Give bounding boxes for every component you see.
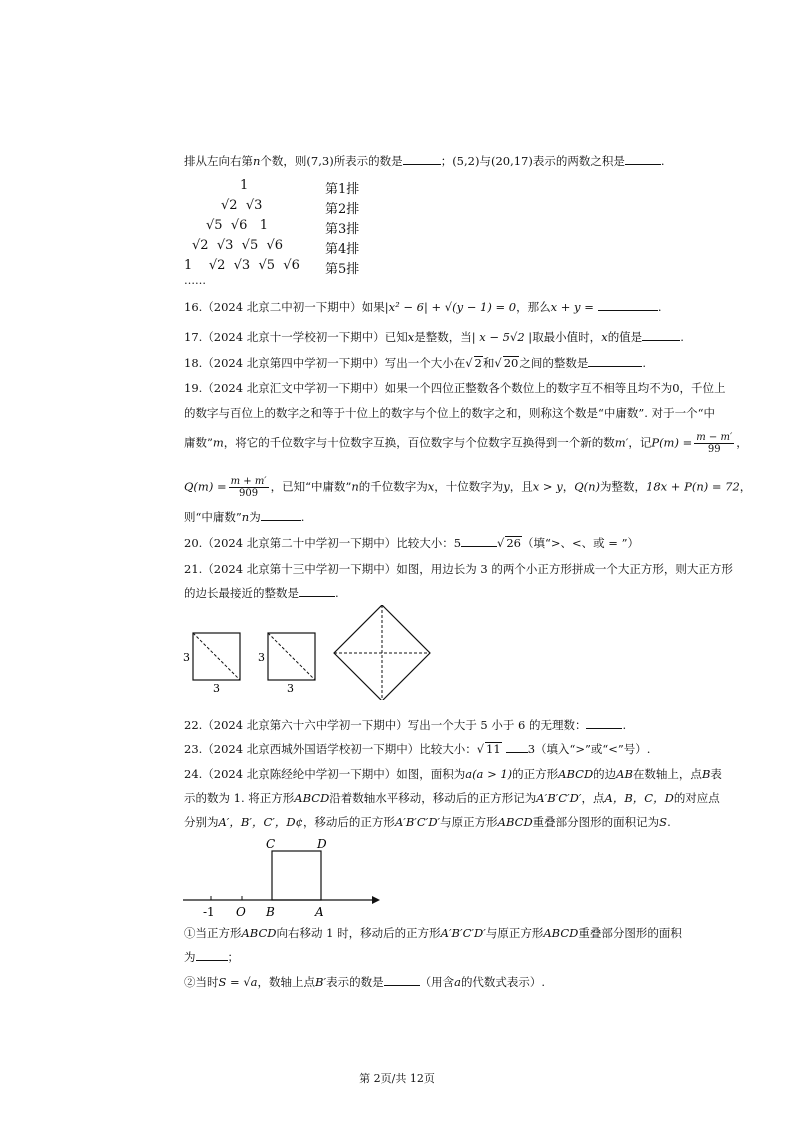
q19-text: ， [739, 479, 752, 494]
tri-cell: √2 [192, 238, 209, 253]
q24-sub1-line-1 [184, 925, 682, 941]
q24-text: ，数轴上点 [257, 975, 316, 989]
row-label-1: 第1排 [325, 182, 360, 197]
q18-end: . [642, 356, 646, 370]
label-neg1: -1 [203, 905, 215, 919]
q19-text: 庸数” [184, 435, 213, 450]
q24-text: . [667, 815, 671, 829]
q24-moved: A′B′C′D′ [536, 791, 582, 805]
q23-mid: 3（填入“>”或“<”号）. [527, 742, 651, 756]
q18-sqrt-a: 2 [474, 356, 482, 370]
q24-abcd: ABCD [558, 767, 594, 781]
tri-cell: √3 [216, 238, 234, 253]
q15-tail-line [184, 152, 665, 169]
q24-sub1-answer-blank[interactable] [196, 948, 228, 961]
q16-target: x + y = [550, 300, 594, 314]
q19-text: 为 [249, 510, 261, 524]
q24-text: （用含 [419, 975, 455, 989]
q24-text: 的正方形 [512, 767, 559, 781]
q24-text: 分别为 [184, 815, 219, 829]
q19-p-label: P(m) = [651, 435, 693, 450]
tri-cell: √5 [241, 238, 259, 253]
q19-text: ，十位数字为 [434, 479, 504, 494]
q15-pair3: (20,17) [490, 154, 533, 168]
q24-moved-points: A′，B′，C′，D¢ [218, 815, 303, 829]
q20-prefix: 20.（2024 北京第二十中学初一下期中）比较大小：5 [184, 536, 462, 550]
q19-text: 则“中庸数” [184, 510, 242, 524]
tri-row-3 [206, 218, 268, 233]
q17-mid: 是整数，当 [414, 330, 472, 344]
q15-text-e: 与 [479, 154, 491, 168]
page-footer: 第 2页/共 12页 [359, 1072, 435, 1085]
q19-condition: x > y [532, 479, 563, 494]
q19-m: m [212, 435, 224, 450]
q24-text: ，点 [581, 791, 605, 805]
q16-mid: ，那么 [516, 300, 551, 314]
q19-end: . [300, 510, 305, 524]
q15-pair1: (7,3) [306, 154, 334, 168]
q24-sub2-answer-blank[interactable] [384, 973, 420, 986]
row-label-2: 第2排 [325, 202, 360, 217]
tri-row-2 [221, 198, 262, 213]
q23-answer-blank[interactable] [506, 740, 528, 753]
q19-line-4 [184, 476, 751, 499]
q20-sqrt: 26 [506, 536, 521, 550]
q21-end: . [335, 586, 339, 600]
q17-mid3: 的值是 [607, 330, 643, 344]
tri-cell: √6 [266, 238, 284, 253]
q19-qn: Q(n) [574, 479, 601, 494]
q22-end: . [622, 718, 627, 732]
q24-area: a(a > 1) [465, 767, 513, 781]
q17-x-2: x [601, 330, 608, 344]
tri-cell: √2 [208, 258, 226, 273]
q19-line-1: 19.（2024 北京汇文中学初一下期中）如果一个四位正整数各个数位上的数字互不相等且均不为0，千位上 [184, 381, 726, 395]
q24-s: S [659, 815, 668, 829]
q17-end: . [680, 330, 684, 344]
q24-sub1-line-2 [184, 948, 239, 965]
q24-points: A，B，C，D [604, 791, 674, 805]
square-abcd [272, 851, 321, 900]
q19-text: 的千位数字为 [358, 479, 428, 494]
question-18: 18.（2024 北京第四中学初一下期中）写出一个大小在√ 2和√ 20之间的整数是 . [184, 356, 646, 370]
q19-n-2: n [241, 510, 250, 524]
q19-text: ， [562, 479, 575, 494]
q16-answer-blank[interactable] [598, 298, 658, 311]
q24-text: 沿着数轴水平移动，移动后的正方形记为 [329, 791, 537, 805]
q24-text: 向右移动 1 时，移动后的正方形 [276, 926, 441, 940]
question-23: 23.（2024 北京西城外国语学校初一下期中）比较大小：√ 11 3（填入“>”或“<”号）. [184, 742, 651, 756]
q21-text: 的边长最接近的整数是 [184, 586, 299, 600]
q24-text: ①当正方形 [184, 926, 242, 940]
q24-text: 与原正方形 [440, 815, 498, 829]
q24-line-1 [184, 766, 722, 782]
q22-answer-blank[interactable] [586, 716, 622, 729]
q17-answer-blank[interactable] [642, 328, 680, 341]
q19-p-numerator: m − m′ [696, 432, 733, 443]
q19-mprime: m′ [614, 435, 629, 450]
q19-text: ，将它的千位数字与十位数字互换，百位数字与个位数字互换得到一个新的数 [223, 435, 615, 450]
q15-answer-blank-2[interactable] [625, 152, 661, 165]
diagonal-1 [193, 633, 240, 680]
row-label-5: 第5排 [325, 262, 360, 277]
q19-q-fraction [229, 476, 269, 499]
q18-prefix: 18.（2024 北京第四中学初一下期中）写出一个大小在 [184, 356, 466, 370]
q15-text-d: ； [440, 154, 453, 168]
q24-text: 重叠部分图形的面积记为 [532, 815, 660, 829]
q15-n: n [253, 154, 261, 168]
row-label-4: 第4排 [325, 242, 360, 257]
q24-text: 表 [710, 767, 722, 781]
label-origin: O [236, 905, 246, 919]
tri-ellipsis: …… [184, 274, 206, 287]
q21-line-2 [184, 584, 339, 601]
label-a: A [315, 905, 324, 919]
axis-arrow-icon [372, 896, 380, 904]
q15-text-b: 个数，则 [260, 154, 307, 168]
label-d: D [317, 837, 327, 851]
q24-text: 示的数为 1. 将正方形 [184, 791, 295, 805]
q24-text: 重叠部分图形的面积 [578, 926, 682, 940]
q19-text: ，记 [628, 435, 652, 450]
q19-text: ，已知“中庸数” [270, 479, 352, 494]
tri-cell: √3 [233, 258, 251, 273]
q24-text: ； [227, 950, 239, 964]
q24-abcd: ABCD [497, 815, 533, 829]
q18-answer-blank[interactable] [588, 354, 642, 367]
tri-cell: √5 [206, 218, 223, 233]
q20-answer-blank[interactable] [461, 534, 497, 547]
q15-answer-blank-1[interactable] [403, 152, 441, 165]
tri-cell: √3 [245, 198, 263, 213]
q16-prefix: 16.（2024 北京二中初一下期中）如果 [184, 300, 385, 314]
q15-text-g: . [660, 154, 665, 168]
q21-figure [180, 605, 440, 700]
q24-abcd: ABCD [543, 926, 579, 940]
q24-text: 与原正方形 [485, 926, 544, 940]
question-16 [184, 298, 662, 315]
tri-cell: 1 [240, 178, 249, 193]
tri-cell: √2 [221, 198, 238, 213]
q19-q-denominator: 909 [239, 488, 259, 499]
q19-q-label: Q(m) = [184, 479, 227, 494]
q24-s-eq: S = √a [218, 975, 258, 989]
q24-abcd: ABCD [294, 791, 330, 805]
label-c: C [266, 837, 276, 851]
q19-answer-blank[interactable] [261, 508, 301, 521]
q19-line-2: 的数字与百位上的数字之和等于十位上的数字与个位上的数字之和，则称这个数是“中庸数”. 对于一个“中 [184, 406, 715, 420]
tri-row-1 [240, 178, 248, 193]
q23-sqrt: 11 [486, 742, 501, 756]
tri-cell: √5 [258, 258, 276, 273]
q24-text: 的对应点 [673, 791, 720, 805]
q17-mid2: 取最小值时， [532, 330, 602, 344]
q22-text: 22.（2024 北京第六十六中学初一下期中）写出一个大于 5 小于 6 的无理数： [184, 718, 587, 732]
q18-sqrt-b: 20 [503, 356, 519, 370]
q20-suffix: （填“>、<、或 = ”） [522, 536, 639, 550]
q15-pair2: (5,2) [452, 154, 480, 168]
q21-answer-blank[interactable] [299, 584, 335, 597]
label-side: 3 [183, 651, 190, 664]
q15-text-c: 所表示的数是 [333, 154, 403, 168]
tri-cell: 1 [184, 258, 193, 273]
q19-p-denominator: 99 [707, 444, 721, 455]
q24-sub2-line [184, 973, 545, 990]
q19-line-5 [184, 508, 304, 525]
tri-row-4 [192, 238, 283, 253]
q24-a: a [454, 975, 461, 989]
q24-b: B [701, 767, 711, 781]
q24-ab: AB [616, 767, 633, 781]
q19-text: ，且 [509, 479, 533, 494]
q19-x: x [427, 479, 435, 494]
q16-expression: |x² − 6| + √(y − 1) = 0 [384, 300, 517, 314]
q15-text-a: 排从左向右第 [184, 154, 253, 168]
q24-moved: A′B′C′D′ [440, 926, 486, 940]
q24-line-3 [184, 814, 671, 830]
q24-text: 在数轴上，点 [632, 767, 702, 781]
label-b: B [266, 905, 275, 919]
q24-text: 的边 [593, 767, 617, 781]
q19-p-fraction [694, 432, 734, 455]
q19-q-numerator: m + m′ [230, 476, 267, 487]
diagonal-2 [268, 633, 315, 680]
q17-expression: | x − 5√2 | [471, 330, 533, 344]
q24-text: 表示的数是 [326, 975, 384, 989]
q24-moved: A′B′C′D′ [394, 815, 441, 829]
q17-x: x [407, 330, 415, 344]
q24-text: 的代数式表示）. [460, 975, 546, 989]
q17-prefix: 17.（2024 北京十一学校初一下期中）已知 [184, 330, 408, 344]
q18-mid: 和 [482, 356, 495, 370]
label-side: 3 [258, 651, 265, 664]
question-20: 20.（2024 北京第二十中学初一下期中）比较大小：5 √ 26（填“>、<、或 = ”） [184, 536, 639, 550]
label-side: 3 [213, 682, 220, 695]
question-22 [184, 716, 626, 733]
q24-text: 24.（2024 北京陈经纶中学初一下期中）如图，面积为 [184, 767, 466, 781]
q19-text: ， [736, 435, 748, 450]
q19-text: 为整数， [600, 479, 647, 494]
q24-text: ，移动后的正方形 [302, 815, 395, 829]
tri-cell: √6 [283, 258, 300, 273]
q24-abcd: ABCD [241, 926, 277, 940]
q19-n: n [351, 479, 359, 494]
q24-bprime: B′ [315, 975, 327, 989]
tri-row-5 [184, 258, 300, 273]
q21-line-1: 21.（2024 北京第十三中学初一下期中）如图，用边长为 3 的两个小正方形拼成一个大正方形，则大正方形 [184, 562, 733, 576]
q18-suffix: 之间的整数是 [519, 356, 589, 370]
tri-cell: 1 [259, 218, 269, 233]
q19-equation: 18x + P(n) = 72 [646, 479, 740, 494]
q19-y: y [503, 479, 510, 494]
q24-line-2 [184, 790, 720, 806]
label-side: 3 [287, 682, 294, 695]
tri-cell: √6 [230, 218, 248, 233]
row-label-3: 第3排 [325, 222, 360, 237]
q24-text: ②当时 [184, 975, 219, 989]
q24-text: 为 [184, 950, 196, 964]
q24-number-line-figure [180, 834, 390, 924]
question-17 [184, 328, 684, 345]
q23-prefix: 23.（2024 北京西城外国语学校初一下期中）比较大小： [184, 742, 477, 756]
q15-text-f: 表示的两数之积是 [532, 154, 625, 168]
q16-end: . [657, 300, 662, 314]
q19-line-3 [184, 432, 748, 455]
